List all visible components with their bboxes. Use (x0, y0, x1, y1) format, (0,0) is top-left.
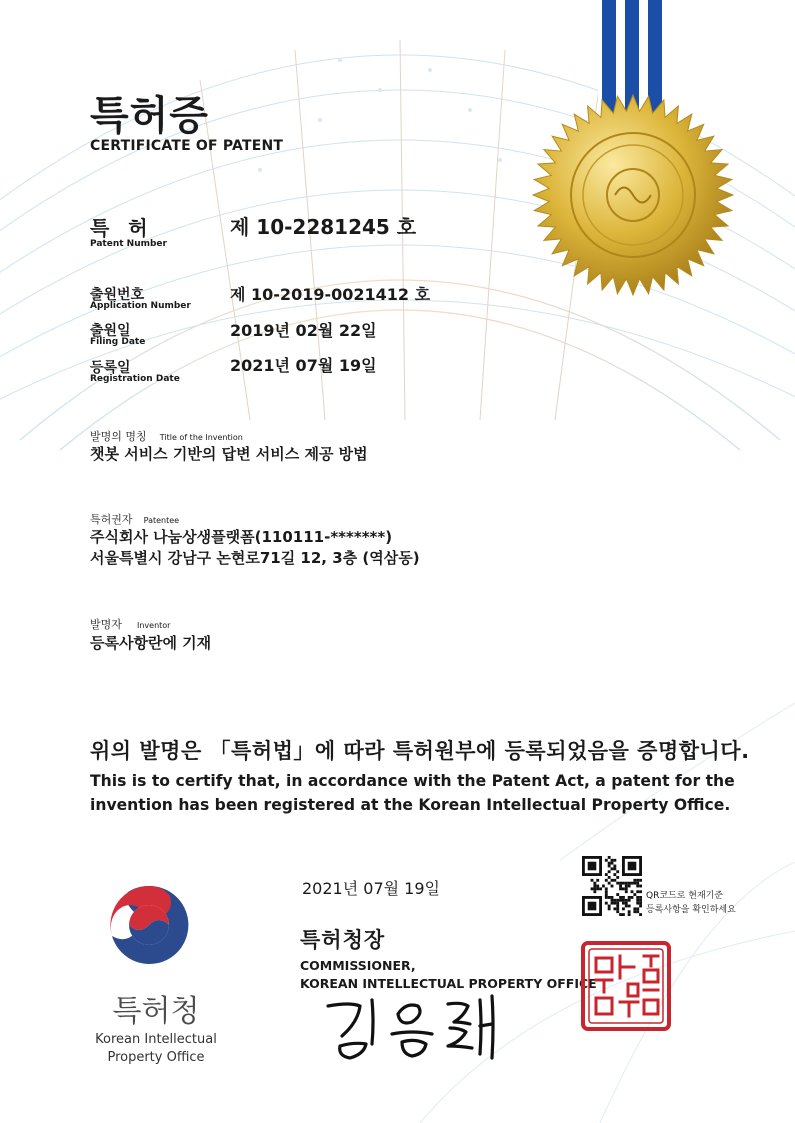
patentee-label-ko: 특허권자 (90, 513, 133, 526)
application-number-label-ko: 출원번호 (90, 287, 145, 303)
inventor-value: 등록사항란에 기재 (90, 634, 212, 652)
registration-date-value: 2021년 07월 19일 (230, 356, 377, 375)
invention-label-en: Title of the Invention (159, 433, 243, 442)
kipo-name-en-line1: Korean Intellectual (95, 1032, 217, 1047)
registration-date-label-en: Registration Date (90, 374, 180, 384)
invention-label-ko: 발명의 명칭 (90, 430, 147, 443)
patentee-label-en: Patentee (143, 516, 180, 525)
patent-number-label-ko: 특 허 (90, 216, 154, 240)
kipo-name-ko: 특허청 (112, 994, 200, 1029)
filing-date-label-en: Filing Date (90, 337, 146, 347)
kipo-name-en-line2: Property Office (107, 1050, 205, 1065)
invention-label (90, 425, 243, 444)
certify-statement-en-line1: This is to certify that, in accordance with the Patent Act, a patent for the (90, 772, 735, 790)
inventor-label-en: Inventor (136, 621, 171, 630)
registration-date-label-ko: 등록일 (90, 360, 131, 376)
issue-date: 2021년 07월 19일 (302, 879, 440, 898)
patentee-label (90, 508, 179, 527)
qr-note-line1: QR코드로 현재기준 (646, 891, 724, 901)
application-number-value: 제 10-2019-0021412 호 (230, 285, 431, 304)
certify-statement-en-line2: invention has been registered at the Korean Intellectual Property Office. (90, 796, 731, 814)
inventor-label-ko: 발명자 (90, 618, 122, 631)
title-english: CERTIFICATE OF PATENT (90, 138, 284, 154)
application-number-label-en: Application Number (90, 301, 191, 311)
patentee-name: 주식회사 나눔상생플랫폼(110111-*******) (90, 528, 393, 546)
invention-title: 챗봇 서비스 기반의 답변 서비스 제공 방법 (90, 445, 368, 463)
patentee-address: 서울특별시 강남구 논현로71길 12, 3층 (역삼동) (90, 549, 420, 567)
patent-number-label-en: Patent Number (90, 239, 167, 249)
certify-statement-ko: 위의 발명은 「특허법」에 따라 특허원부에 등록되었음을 증명합니다. (90, 739, 750, 763)
gold-seal-icon (530, 92, 736, 298)
inventor-label (90, 613, 170, 632)
commissioner-title-ko: 특허청장 (300, 928, 386, 952)
commissioner-title-en-line1: COMMISSIONER, (300, 958, 416, 973)
qr-code-icon[interactable] (582, 856, 642, 916)
red-seal-stamp (580, 940, 672, 1032)
kipo-logo-icon (104, 880, 194, 970)
commissioner-signature (320, 992, 530, 1062)
qr-note-line2: 등록사항을 확인하세요 (646, 905, 736, 915)
title-korean: 특허증 (90, 93, 209, 139)
filing-date-value: 2019년 02월 22일 (230, 321, 377, 340)
commissioner-title-en-line2: KOREAN INTELLECTUAL PROPERTY OFFICE (300, 976, 597, 991)
filing-date-label-ko: 출원일 (90, 323, 131, 339)
patent-number-value: 제 10-2281245 호 (230, 215, 417, 239)
